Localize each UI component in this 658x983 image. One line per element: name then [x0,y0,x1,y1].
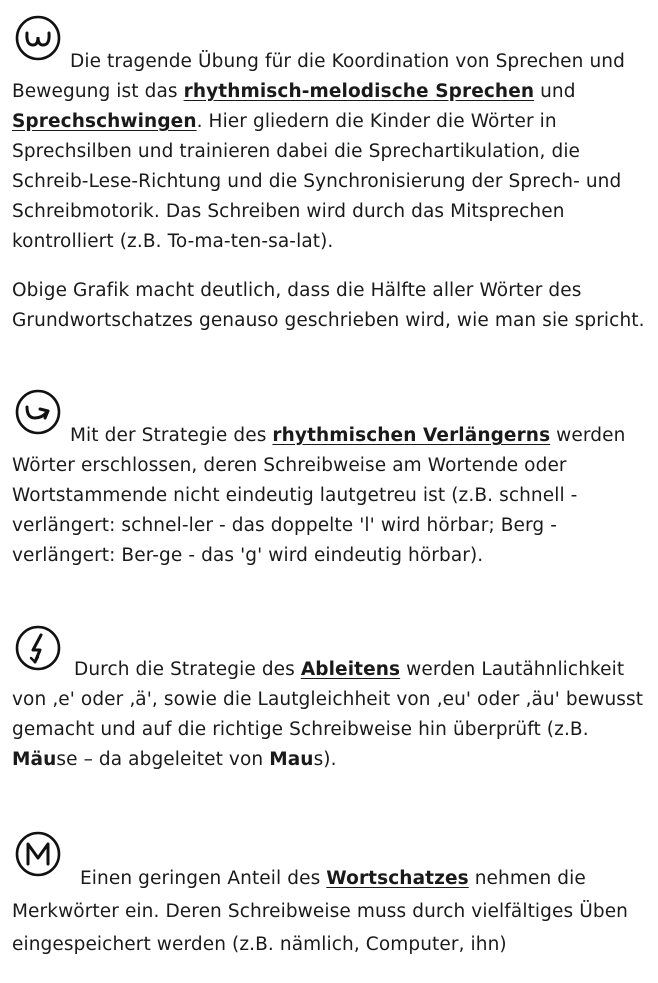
paragraph-memory-words [12,862,652,961]
text: Durch die Strategie des [74,659,301,680]
paragraph-rhythmic-lengthening [12,421,652,571]
text: nehmen die Merkwörter ein. Deren Schreibweise muss durch vielfältiges Üben eingespeichert werden (z.B. nämlich, Computer, ihn) [12,868,628,955]
text: s). [313,749,337,770]
keyword-rhythmic-speaking: rhythmisch-melodische Sprechen [183,81,535,102]
keyword-deriving: Ableitens [300,659,401,680]
keyword-vocabulary: Wortschatzes [326,868,469,889]
bold-word: Mau [269,749,314,770]
text: werden Wörter erschlossen, deren Schreibweise am Wortende oder Wortstammende nicht eindeutig lautgetreu ist (z.B. schnell - verlängert: schnel-ler - das doppelte 'l' wird hörbar; Berg - verlängert: Ber-ge - das 'g' wird eindeutig hörbar). [12,425,626,566]
bold-word: Mäu [12,749,57,770]
text: . Hier gliedern die Kinder die Wörter in Sprechsilben und trainieren dabei die Sprechartikulation, die Schreib-Lese-Richtung und die Synchronisierung der Sprech- und Schreibmotorik. Das Schreiben wird durch das Mitsprechen kontrolliert (z.B. To-ma-ten-sa-lat). [12,111,622,252]
paragraph-syllable-speaking [12,47,652,257]
text: und [534,81,576,102]
text: Mit der Strategie des [70,425,273,446]
paragraph-graphic-note [12,276,652,336]
text: Einen geringen Anteil des [80,868,327,889]
text: se – da abgeleitet von [56,749,270,770]
text: Obige Grafik macht deutlich, dass die Hälfte aller Wörter des Grundwortschatzes genauso geschrieben wird, wie man sie spricht. [12,280,645,331]
keyword-rhythmic-lengthening: rhythmischen Verlängerns [272,425,551,446]
text: werden Lautähnlichkeit von ‚e' oder ‚ä', sowie die Lautgleichheit von ‚eu' oder ‚äu' bewusst gemacht und auf die richtige Schreibweise hin überprüft (z.B. [12,659,644,740]
text: Die tragende Übung für die Koordination von Sprechen und Bewegung ist das [12,51,625,102]
paragraph-deriving [12,655,652,775]
keyword-speech-swinging: Sprechschwingen [12,111,197,132]
